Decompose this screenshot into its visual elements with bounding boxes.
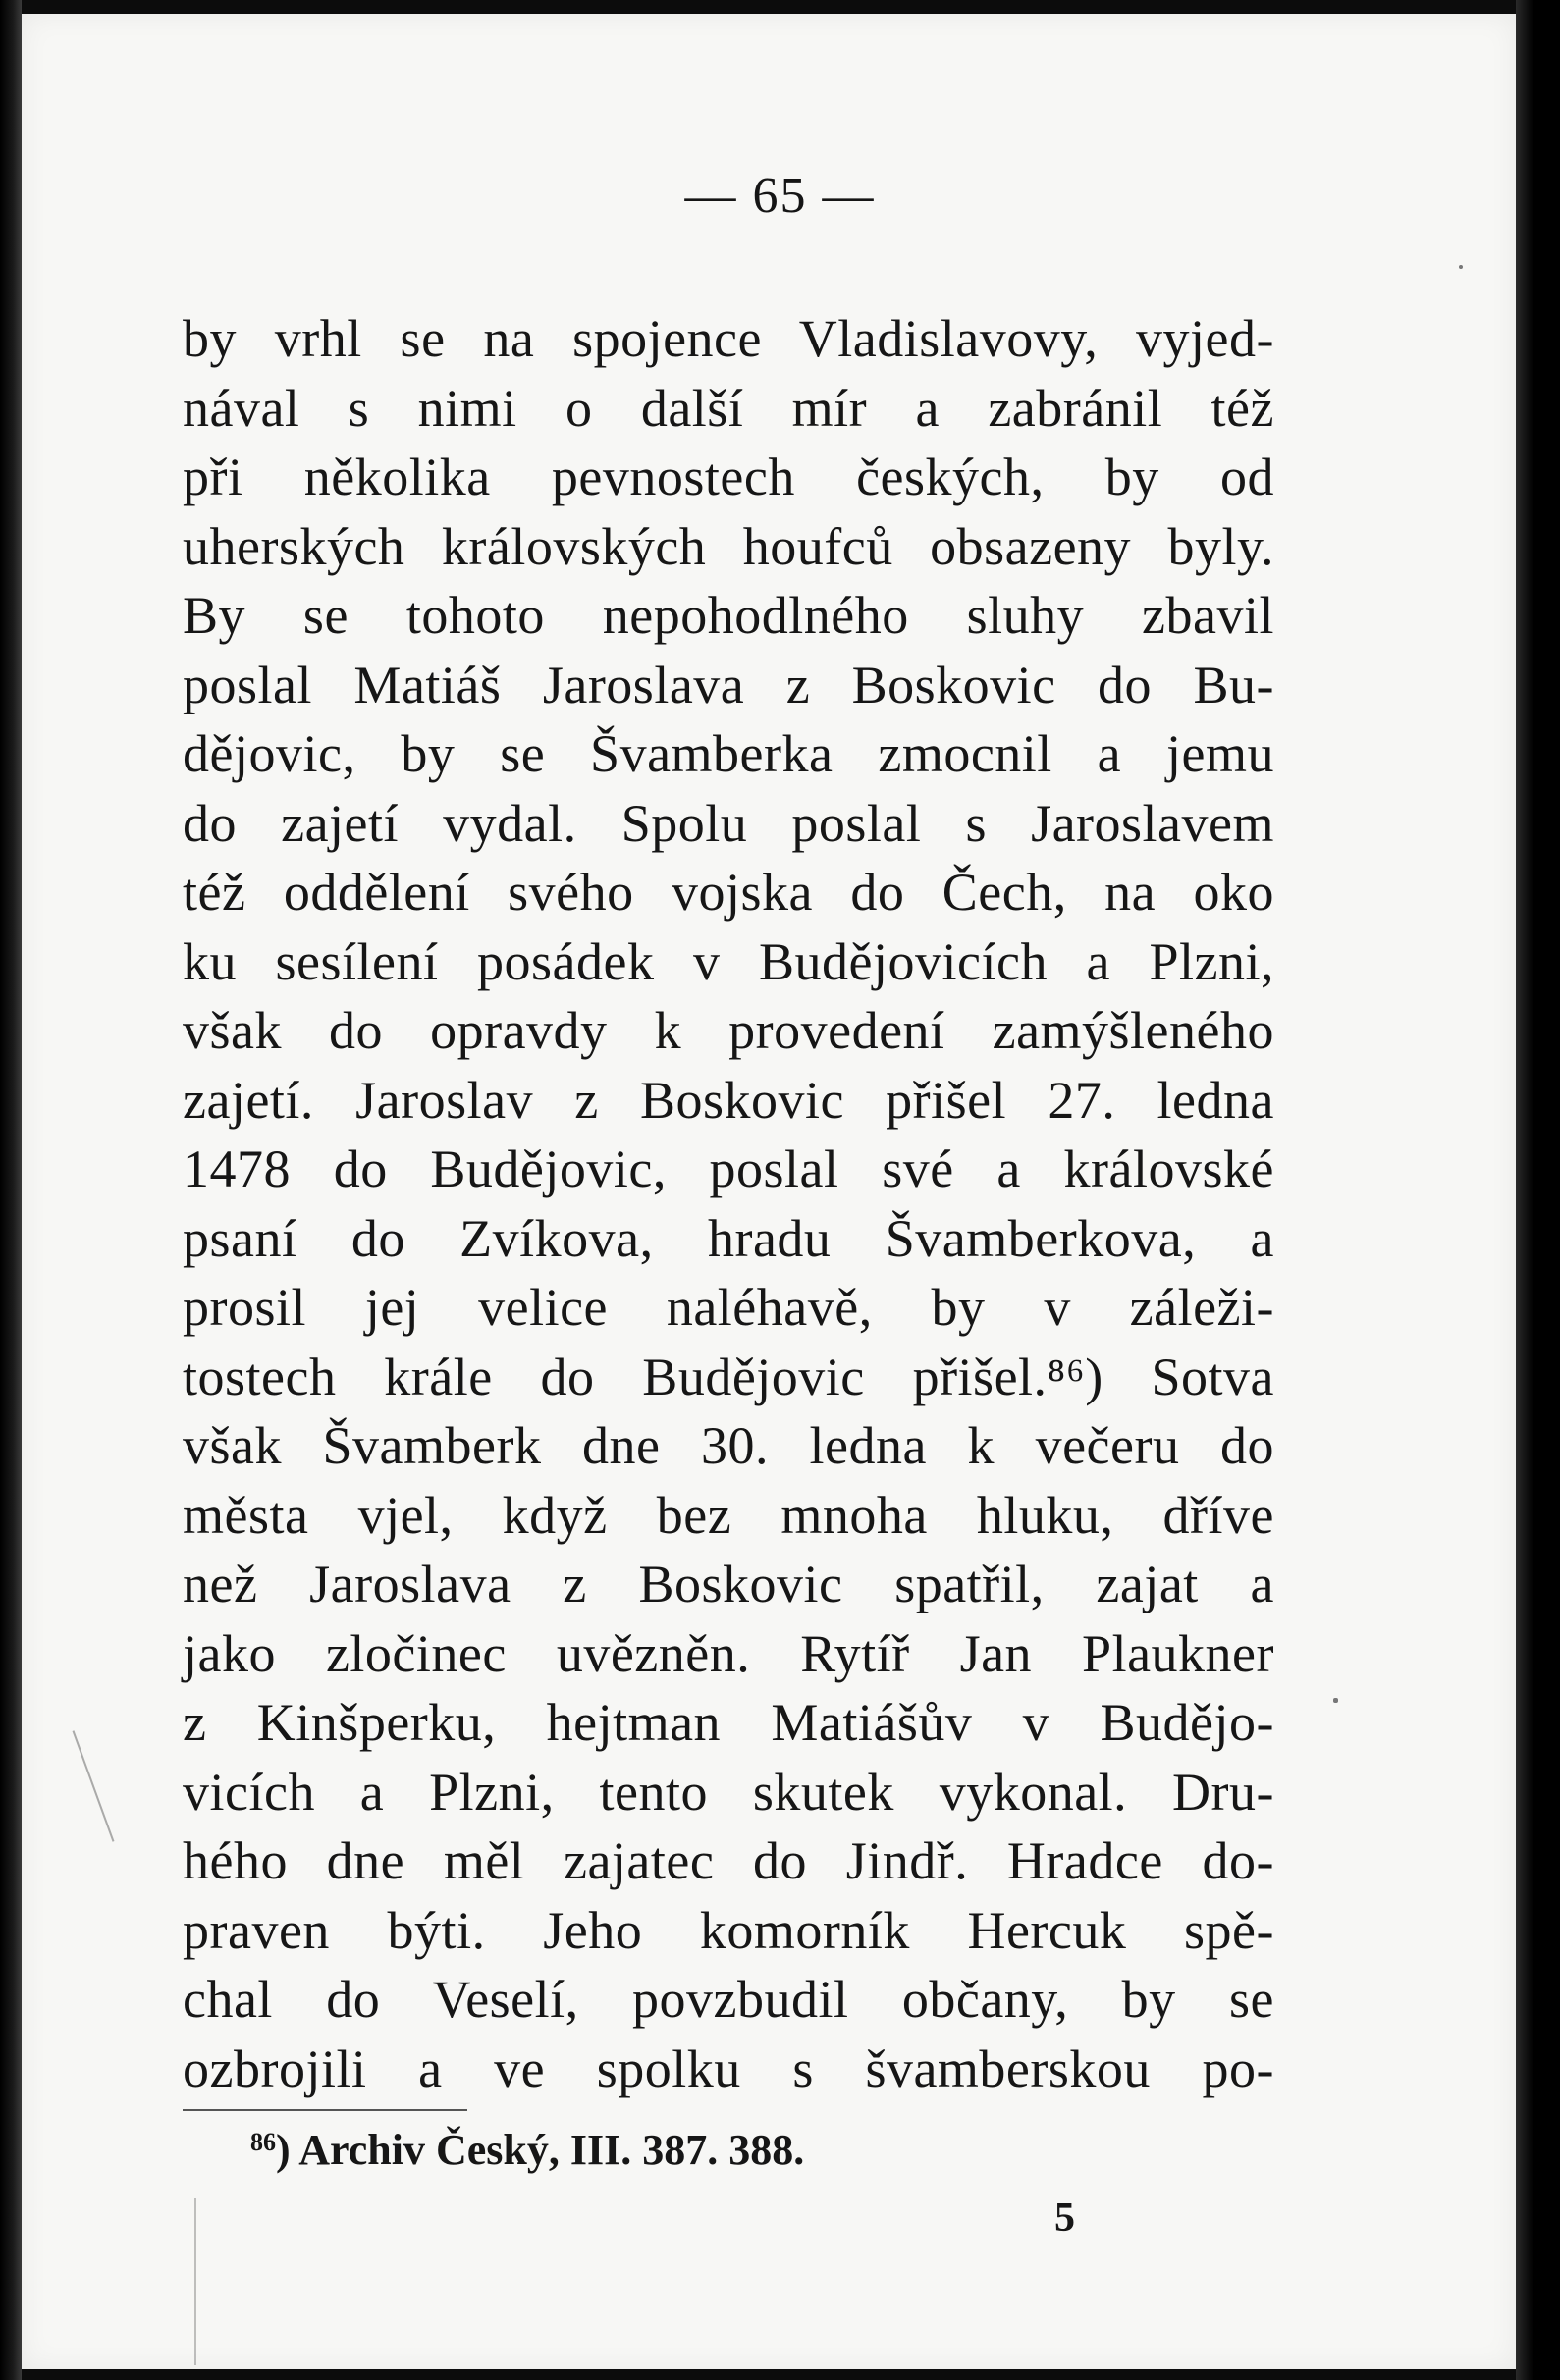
text-line: než Jaroslava z Boskovic spatřil, zajat a xyxy=(183,1555,1274,1613)
text-line: dějovic, by se Švamberka zmocnil a jemu xyxy=(183,724,1274,783)
footnote-text: ) Archiv Český, III. 387. 388. xyxy=(276,2126,805,2174)
text-line: 1478 do Budějovic, poslal své a královské xyxy=(183,1139,1274,1198)
text-line: jako zločinec uvězněn. Rytíř Jan Plaukner xyxy=(183,1623,1274,1683)
text-line: vicích a Plzni, tento skutek vykonal. Dru- xyxy=(183,1762,1274,1822)
text-line: do zajetí vydal. Spolu poslal s Jaroslavem xyxy=(183,793,1274,853)
text-line: psaní do Zvíkova, hradu Švamberkova, a xyxy=(183,1208,1274,1268)
footnote-rule xyxy=(183,2109,467,2111)
text-line: při několika pevnostech českých, by od xyxy=(183,448,1274,506)
text-line: praven býti. Jeho komorník Hercuk spě- xyxy=(183,1900,1274,1960)
text-line: prosil jej velice naléhavě, by v záleži- xyxy=(183,1278,1274,1337)
text-line: hého dne měl zajatec do Jindř. Hradce do- xyxy=(183,1831,1274,1890)
text-line: též oddělení svého vojska do Čech, na oko xyxy=(183,863,1274,922)
footnote-marker: 86 xyxy=(250,2128,276,2156)
text-line: z Kinšperku, hejtman Matiášův v Budějo- xyxy=(183,1693,1274,1752)
signature-mark: 5 xyxy=(1054,2195,1075,2241)
text-line: zajetí. Jaroslav z Boskovic přišel 27. ledna xyxy=(183,1070,1274,1130)
scan-speck xyxy=(1459,265,1463,269)
text-line: však do opravdy k provedení zamýšleného xyxy=(183,1001,1274,1060)
text-line: tostech krále do Budějovic přišel.⁸⁶) Sotva xyxy=(183,1347,1274,1406)
text-line: uherských královských houfců obsazeny byly. xyxy=(183,516,1274,576)
footnote xyxy=(250,2125,804,2175)
right-scan-edge xyxy=(1516,0,1560,2380)
page-number: — 65 — xyxy=(684,168,876,224)
text-line: nával s nimi o další mír a zabránil též xyxy=(183,378,1274,438)
left-scan-edge xyxy=(0,0,22,2380)
scan-speck xyxy=(1333,1698,1338,1703)
text-line: by vrhl se na spojence Vladislavovy, vyjed- xyxy=(183,309,1274,368)
text-line: ku sesílení posádek v Budějovicích a Plzni, xyxy=(183,931,1274,991)
text-line: však Švamberk dne 30. ledna k večeru do xyxy=(183,1416,1274,1475)
text-line: chal do Veselí, povzbudil občany, by se xyxy=(183,1970,1274,2029)
text-line: ozbrojili a ve spolku s švamberskou po- xyxy=(183,2038,1274,2098)
text-line: města vjel, když bez mnoha hluku, dříve xyxy=(183,1485,1274,1545)
text-line: By se tohoto nepohodlného sluhy zbavil xyxy=(183,586,1274,645)
scan-scratch xyxy=(194,2198,196,2365)
text-line: poslal Matiáš Jaroslava z Boskovic do Bu- xyxy=(183,655,1274,714)
body-text xyxy=(183,304,1274,2103)
